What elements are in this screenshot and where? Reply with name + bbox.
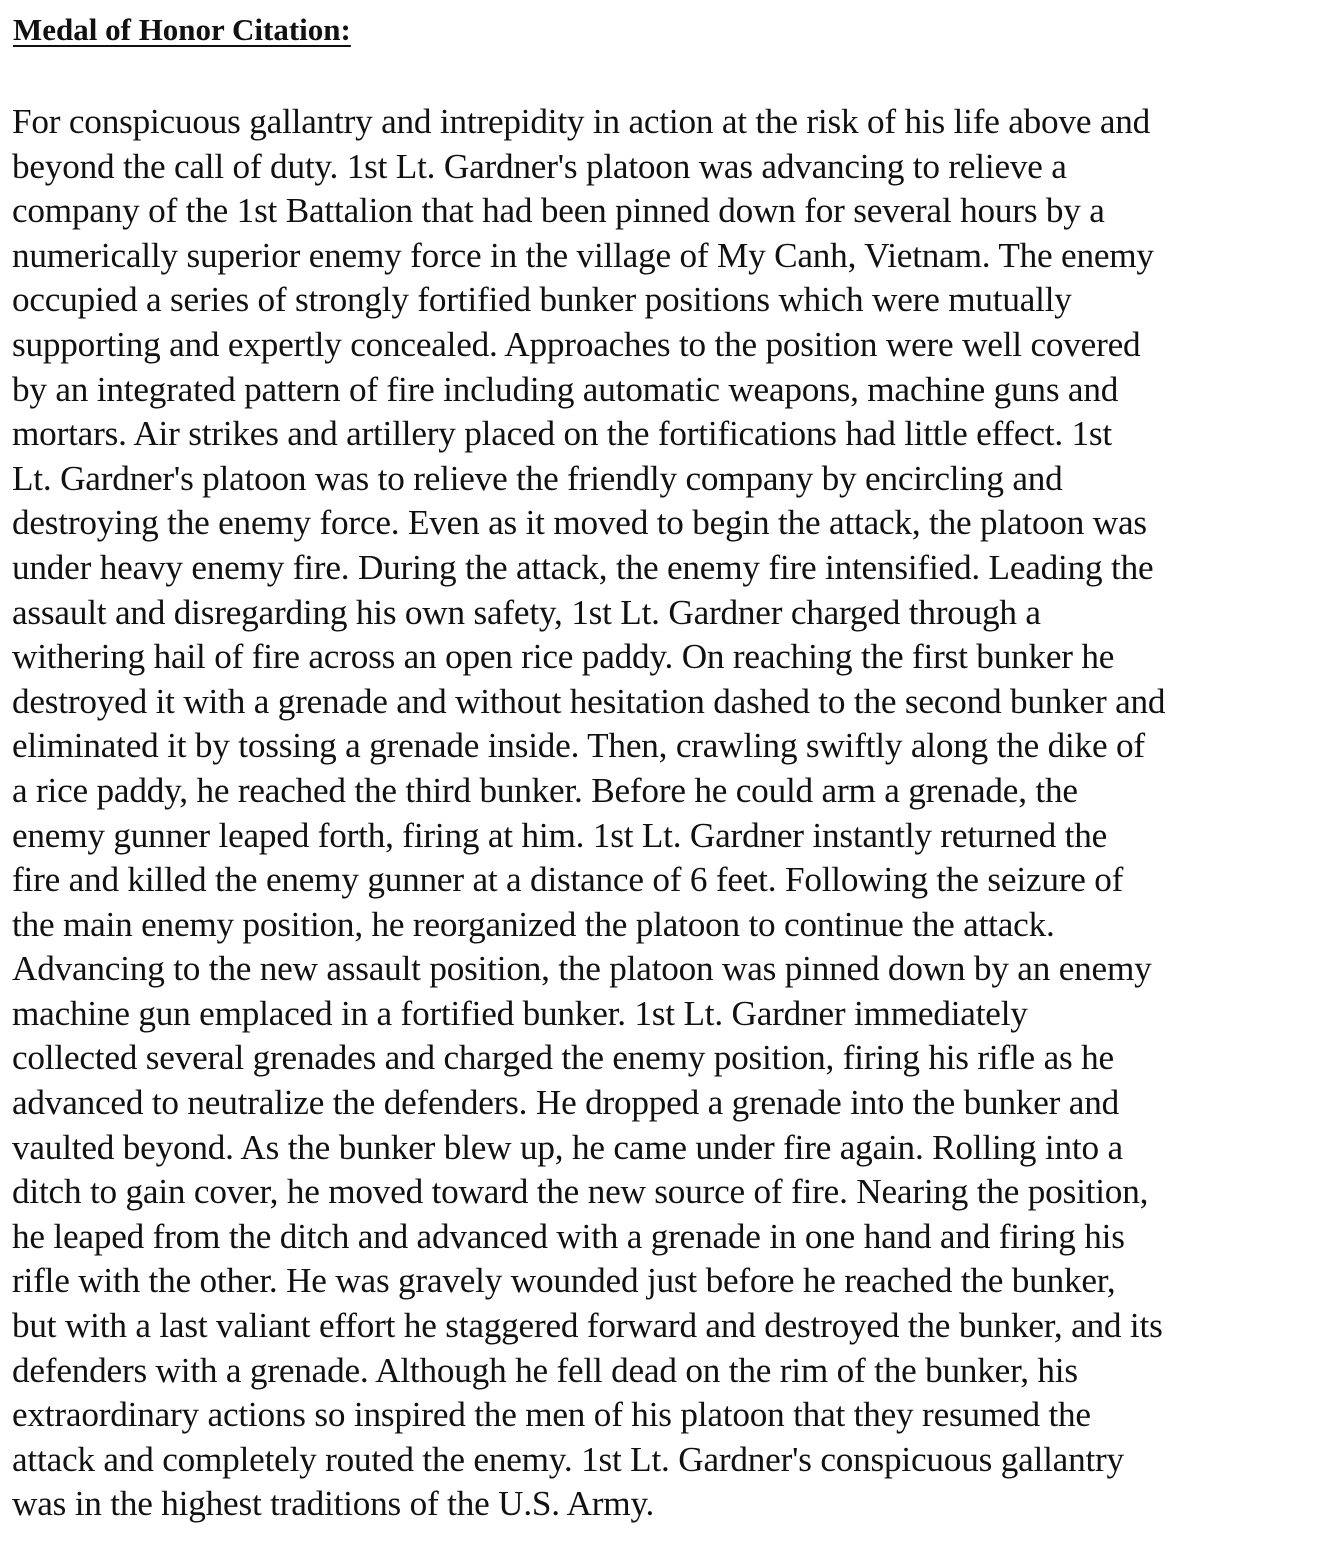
citation-line: beyond the call of duty. 1st Lt. Gardner's platoon was advancing to relieve a bbox=[12, 146, 1067, 186]
citation-line: assault and disregarding his own safety, 1st Lt. Gardner charged through a bbox=[12, 592, 1041, 632]
citation-body bbox=[12, 100, 1312, 1527]
document-heading: Medal of Honor Citation: bbox=[13, 12, 351, 47]
citation-line: advanced to neutralize the defenders. He dropped a grenade into the bunker and bbox=[12, 1083, 1119, 1123]
citation-line: For conspicuous gallantry and intrepidity in action at the risk of his life above and bbox=[12, 102, 1151, 141]
citation-line: under heavy enemy fire. During the attack, the enemy fire intensified. Leading the bbox=[12, 547, 1154, 587]
citation-line: extraordinary actions so inspired the men of his platoon that they resumed the bbox=[12, 1395, 1091, 1435]
citation-line: mortars. Air strikes and artillery placed on the fortifications had little effect. 1st bbox=[12, 414, 1112, 454]
citation-line: supporting and expertly concealed. Approaches to the position were well covered bbox=[12, 324, 1141, 364]
citation-line: eliminated it by tossing a grenade inside. Then, crawling swiftly along the dike of bbox=[12, 726, 1145, 766]
citation-line: he leaped from the ditch and advanced with a grenade in one hand and firing his bbox=[12, 1216, 1125, 1256]
citation-line: a rice paddy, he reached the third bunker. Before he could arm a grenade, the bbox=[12, 770, 1078, 810]
citation-line: but with a last valiant effort he staggered forward and destroyed the bunker, and its bbox=[12, 1306, 1163, 1346]
citation-line: vaulted beyond. As the bunker blew up, he came under fire again. Rolling into a bbox=[12, 1127, 1123, 1167]
citation-line: occupied a series of strongly fortified bunker positions which were mutually bbox=[12, 280, 1072, 320]
citation-line: enemy gunner leaped forth, firing at him. 1st Lt. Gardner instantly returned the bbox=[12, 815, 1108, 855]
citation-line: numerically superior enemy force in the village of My Canh, Vietnam. The enemy bbox=[12, 235, 1154, 275]
citation-line: destroyed it with a grenade and without hesitation dashed to the second bunker and bbox=[12, 681, 1166, 721]
citation-line: Advancing to the new assault position, the platoon was pinned down by an enemy bbox=[12, 949, 1152, 989]
citation-line: the main enemy position, he reorganized the platoon to continue the attack. bbox=[12, 904, 1055, 944]
citation-line: attack and completely routed the enemy. 1st Lt. Gardner's conspicuous gallantry bbox=[12, 1439, 1124, 1479]
citation-line: rifle with the other. He was gravely wounded just before he reached the bunker, bbox=[12, 1261, 1116, 1301]
citation-line: defenders with a grenade. Although he fell dead on the rim of the bunker, his bbox=[12, 1350, 1078, 1390]
citation-line: by an integrated pattern of fire including automatic weapons, machine guns and bbox=[12, 369, 1119, 409]
citation-line: destroying the enemy force. Even as it moved to begin the attack, the platoon was bbox=[12, 503, 1147, 543]
citation-line: was in the highest traditions of the U.S. Army. bbox=[12, 1484, 655, 1524]
citation-line: withering hail of fire across an open rice paddy. On reaching the first bunker he bbox=[12, 637, 1115, 677]
citation-line: Lt. Gardner's platoon was to relieve the friendly company by encircling and bbox=[12, 458, 1063, 498]
citation-line: company of the 1st Battalion that had been pinned down for several hours by a bbox=[12, 191, 1105, 231]
citation-line: machine gun emplaced in a fortified bunker. 1st Lt. Gardner immediately bbox=[12, 993, 1028, 1033]
citation-line: fire and killed the enemy gunner at a distance of 6 feet. Following the seizure of bbox=[12, 860, 1124, 900]
citation-line: ditch to gain cover, he moved toward the new source of fire. Nearing the position, bbox=[12, 1172, 1149, 1212]
citation-line: collected several grenades and charged the enemy position, firing his rifle as he bbox=[12, 1038, 1114, 1078]
